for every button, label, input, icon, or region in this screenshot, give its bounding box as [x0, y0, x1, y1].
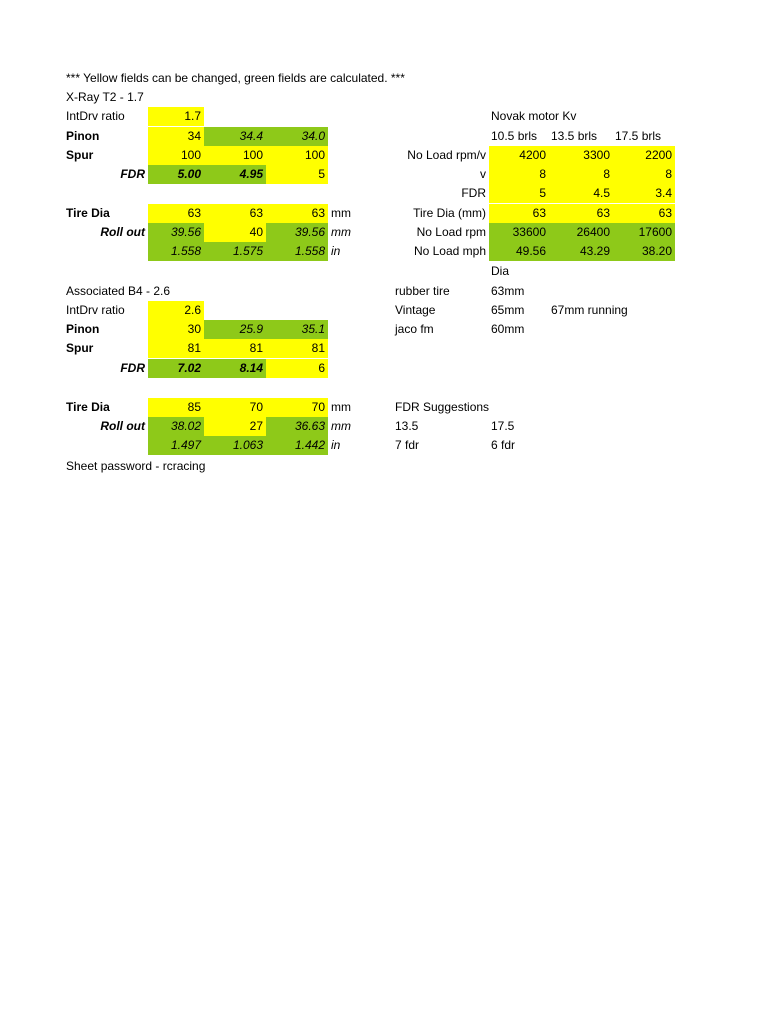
- b4-in-calc-3: 1.442: [266, 436, 328, 455]
- novak-col-105: 10.5 brls: [491, 129, 538, 143]
- novak-rpm-calc-1: 33600: [489, 223, 549, 242]
- xray-rollout-calc-1: 39.56: [148, 223, 204, 242]
- novak-fdr-input-2[interactable]: 4.5: [549, 184, 613, 203]
- novak-col-135: 13.5 brls: [551, 129, 598, 143]
- b4-pinon-input[interactable]: 30: [148, 320, 204, 339]
- xray-fdr-calc-1: 5.00: [148, 165, 204, 184]
- fdr-suggestions-title: FDR Suggestions: [395, 400, 490, 414]
- dia-vintage-value: 65mm: [491, 303, 525, 317]
- xray-tire-input-3[interactable]: 63: [266, 204, 328, 223]
- fdr-suggestion-135-value: 7 fdr: [395, 438, 420, 452]
- sheet-password-note: Sheet password - rcracing: [66, 459, 206, 473]
- xray-rollout-calc-3: 39.56: [266, 223, 328, 242]
- fdr-suggestion-135: 13.5: [395, 419, 419, 433]
- b4-pinon-label: Pinon: [66, 322, 100, 336]
- novak-v-input-3[interactable]: 8: [613, 165, 675, 184]
- b4-spur-input-3[interactable]: 81: [266, 339, 328, 358]
- xray-spur-input-1[interactable]: 100: [148, 146, 204, 165]
- xray-intdrv-input[interactable]: 1.7: [148, 107, 204, 126]
- novak-col-175: 17.5 brls: [615, 129, 662, 143]
- xray-spur-input-2[interactable]: 100: [204, 146, 266, 165]
- xray-intdrv-label: IntDrv ratio: [66, 109, 125, 123]
- xray-tire-input-2[interactable]: 63: [204, 204, 266, 223]
- xray-title: X-Ray T2 - 1.7: [66, 90, 144, 104]
- novak-rpm-calc-3: 17600: [613, 223, 675, 242]
- xray-rollout-input-2[interactable]: 40: [204, 223, 266, 242]
- xray-in-calc-1: 1.558: [148, 242, 204, 261]
- b4-tire-input-2[interactable]: 70: [204, 398, 266, 417]
- dia-vintage-label: Vintage: [395, 303, 436, 317]
- novak-rpmv-label: No Load rpm/v: [407, 148, 486, 162]
- xray-pinon-calc-1: 34.4: [204, 127, 266, 146]
- xray-in-calc-3: 1.558: [266, 242, 328, 261]
- b4-rollout-calc-1: 38.02: [148, 417, 204, 436]
- header-note: *** Yellow fields can be changed, green fields are calculated. ***: [66, 71, 405, 85]
- xray-tire-unit: mm: [331, 206, 351, 220]
- b4-tire-unit: mm: [331, 400, 351, 414]
- novak-v-input-2[interactable]: 8: [549, 165, 613, 184]
- b4-intdrv-input[interactable]: 2.6: [148, 301, 204, 320]
- novak-mph-label: No Load mph: [413, 244, 486, 258]
- b4-tire-label: Tire Dia: [66, 400, 110, 414]
- b4-spur-input-2[interactable]: 81: [204, 339, 266, 358]
- novak-fdr-label: FDR: [461, 186, 486, 200]
- dia-jaco-value: 60mm: [491, 322, 525, 336]
- novak-rpm-label: No Load rpm: [416, 225, 486, 239]
- b4-intdrv-label: IntDrv ratio: [66, 303, 125, 317]
- novak-tire-input-3[interactable]: 63: [613, 204, 675, 223]
- novak-title: Novak motor Kv: [491, 109, 577, 123]
- novak-rpmv-input-2[interactable]: 3300: [549, 146, 613, 165]
- xray-pinon-calc-2: 34.0: [266, 127, 328, 146]
- xray-fdr-label: FDR: [120, 167, 145, 181]
- dia-vintage-extra: 67mm running: [551, 303, 628, 317]
- b4-in-unit: in: [331, 438, 341, 452]
- xray-pinon-input[interactable]: 34: [148, 127, 204, 146]
- novak-rpmv-input-3[interactable]: 2200: [613, 146, 675, 165]
- novak-tire-label: Tire Dia (mm): [413, 206, 486, 220]
- b4-title: Associated B4 - 2.6: [66, 284, 171, 298]
- b4-tire-input-1[interactable]: 85: [148, 398, 204, 417]
- xray-rollout-label: Roll out: [100, 225, 145, 239]
- dia-jaco-label: jaco fm: [395, 322, 434, 336]
- b4-fdr-calc-2: 8.14: [204, 359, 266, 378]
- novak-v-label: v: [480, 167, 486, 181]
- novak-tire-input-1[interactable]: 63: [489, 204, 549, 223]
- dia-rubber-label: rubber tire: [395, 284, 450, 298]
- b4-fdr-input-3[interactable]: 6: [266, 359, 328, 378]
- novak-fdr-input-3[interactable]: 3.4: [613, 184, 675, 203]
- xray-spur-label: Spur: [66, 148, 94, 162]
- xray-tire-input-1[interactable]: 63: [148, 204, 204, 223]
- novak-rpmv-input-1[interactable]: 4200: [489, 146, 549, 165]
- b4-rollout-input-2[interactable]: 27: [204, 417, 266, 436]
- xray-fdr-input-3[interactable]: 5: [266, 165, 328, 184]
- novak-fdr-input-1[interactable]: 5: [489, 184, 549, 203]
- novak-tire-input-2[interactable]: 63: [549, 204, 613, 223]
- xray-rollout-unit: mm: [331, 225, 351, 239]
- b4-spur-label: Spur: [66, 341, 94, 355]
- b4-spur-input-1[interactable]: 81: [148, 339, 204, 358]
- novak-v-input-1[interactable]: 8: [489, 165, 549, 184]
- dia-header: Dia: [491, 264, 510, 278]
- novak-rpm-calc-2: 26400: [549, 223, 613, 242]
- xray-pinon-label: Pinon: [66, 129, 100, 143]
- fdr-suggestion-175: 17.5: [491, 419, 515, 433]
- novak-mph-calc-3: 38.20: [613, 242, 675, 261]
- b4-rollout-calc-3: 36.63: [266, 417, 328, 436]
- b4-pinon-calc-1: 25.9: [204, 320, 266, 339]
- xray-in-unit: in: [331, 244, 341, 258]
- b4-fdr-calc-1: 7.02: [148, 359, 204, 378]
- novak-mph-calc-1: 49.56: [489, 242, 549, 261]
- xray-tire-label: Tire Dia: [66, 206, 110, 220]
- b4-pinon-calc-2: 35.1: [266, 320, 328, 339]
- xray-in-calc-2: 1.575: [204, 242, 266, 261]
- dia-rubber-value: 63mm: [491, 284, 525, 298]
- fdr-suggestion-175-value: 6 fdr: [491, 438, 516, 452]
- b4-in-calc-2: 1.063: [204, 436, 266, 455]
- novak-mph-calc-2: 43.29: [549, 242, 613, 261]
- b4-tire-input-3[interactable]: 70: [266, 398, 328, 417]
- b4-in-calc-1: 1.497: [148, 436, 204, 455]
- b4-fdr-label: FDR: [120, 361, 145, 375]
- b4-rollout-unit: mm: [331, 419, 351, 433]
- xray-spur-input-3[interactable]: 100: [266, 146, 328, 165]
- xray-fdr-calc-2: 4.95: [204, 165, 266, 184]
- b4-rollout-label: Roll out: [100, 419, 145, 433]
